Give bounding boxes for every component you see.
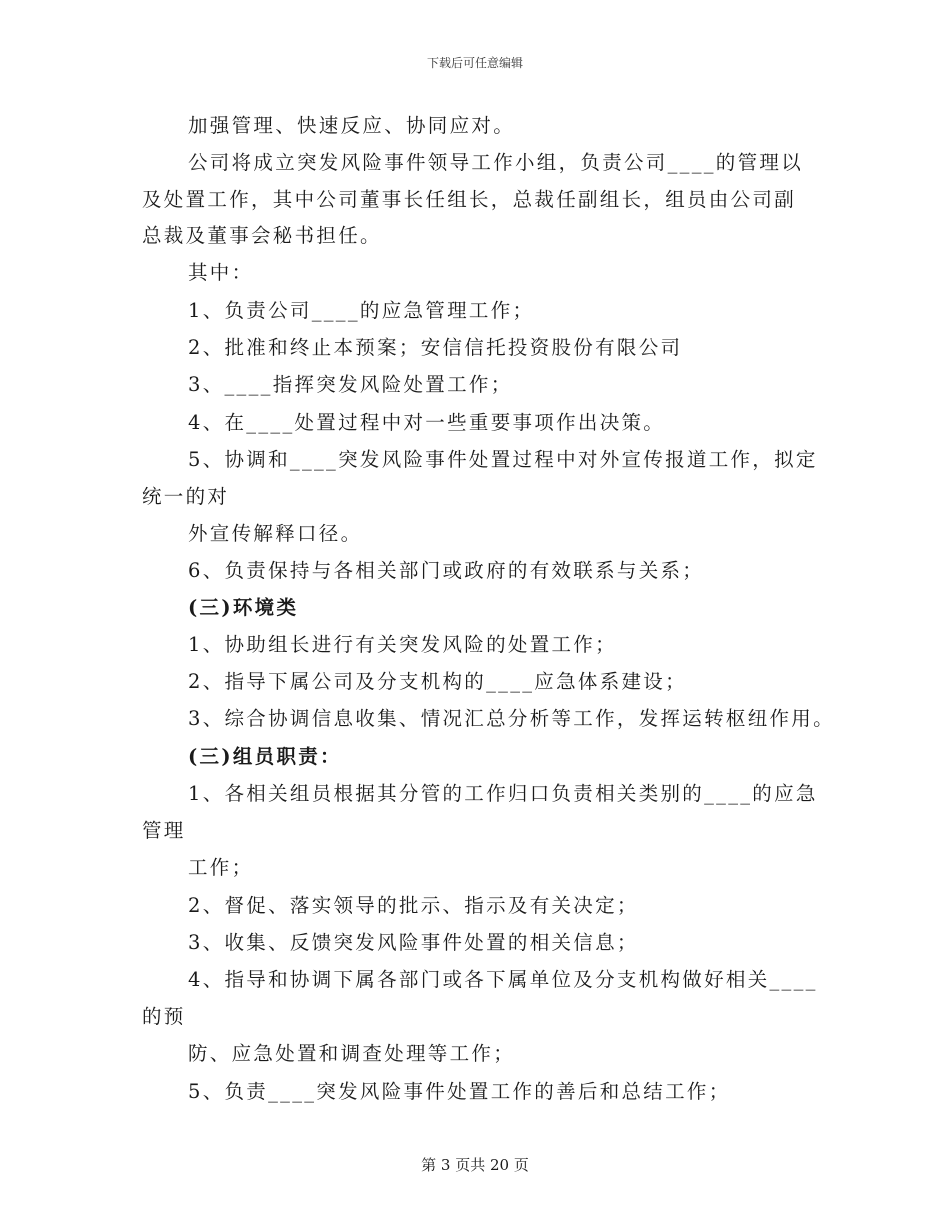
list-item: 1、协助组长进行有关突发风险的处置工作； (188, 633, 617, 656)
list-item: 5、协调和____突发风险事件处置过程中对外宣传报道工作，拟定 (188, 448, 818, 471)
paragraph-line: 总裁及董事会秘书担任。 (142, 224, 382, 247)
section-heading: (三)环境类 (188, 596, 299, 619)
paragraph-line: 加强管理、快速反应、协同应对。 (188, 114, 516, 137)
paragraph-line: 的预 (142, 1005, 186, 1028)
list-item: 3、综合协调信息收集、情况汇总分析等工作，发挥运转枢纽作用。 (188, 707, 835, 730)
paragraph-line: 防、应急处置和调查处理等工作； (188, 1042, 516, 1065)
list-item: 2、督促、落实领导的批示、指示及有关决定； (188, 894, 639, 917)
paragraph-line: 及处置工作，其中公司董事长任组长，总裁任副组长，组员由公司副 (142, 188, 797, 211)
list-item: 6、负责保持与各相关部门或政府的有效联系与关系； (188, 559, 705, 582)
list-item: 1、各相关组员根据其分管的工作归口负责相关类别的____的应急 (188, 782, 818, 805)
list-item: 1、负责公司____的应急管理工作； (188, 299, 535, 322)
list-item: 2、批准和终止本预案；安信信托投资股份有限公司 (188, 336, 683, 359)
list-item: 5、负责____突发风险事件处置工作的善后和总结工作； (188, 1080, 731, 1103)
paragraph-line: 管理 (142, 819, 186, 842)
paragraph-line: 公司将成立突发风险事件领导工作小组，负责公司____的管理以 (188, 151, 804, 174)
list-item: 4、指导和协调下属各部门或各下属单位及分支机构做好相关____ (188, 968, 818, 991)
list-item: 2、指导下属公司及分支机构的____应急体系建设； (188, 670, 687, 693)
list-item: 3、收集、反馈突发风险事件处置的相关信息； (188, 931, 639, 954)
paragraph-line: 外宣传解释口径。 (188, 522, 363, 545)
list-item: 4、在____处置过程中对一些重要事项作出决策。 (188, 411, 666, 434)
paragraph-line: 其中： (188, 261, 254, 284)
section-heading: (三)组员职责： (188, 745, 342, 768)
page-header: 下载后可任意编辑 (426, 56, 523, 70)
page-footer: 第 3 页共 20 页 (421, 1156, 529, 1174)
list-item: 3、____指挥突发风险处置工作； (188, 373, 513, 396)
paragraph-line: 工作； (188, 856, 254, 879)
paragraph-line: 统一的对 (142, 485, 230, 508)
